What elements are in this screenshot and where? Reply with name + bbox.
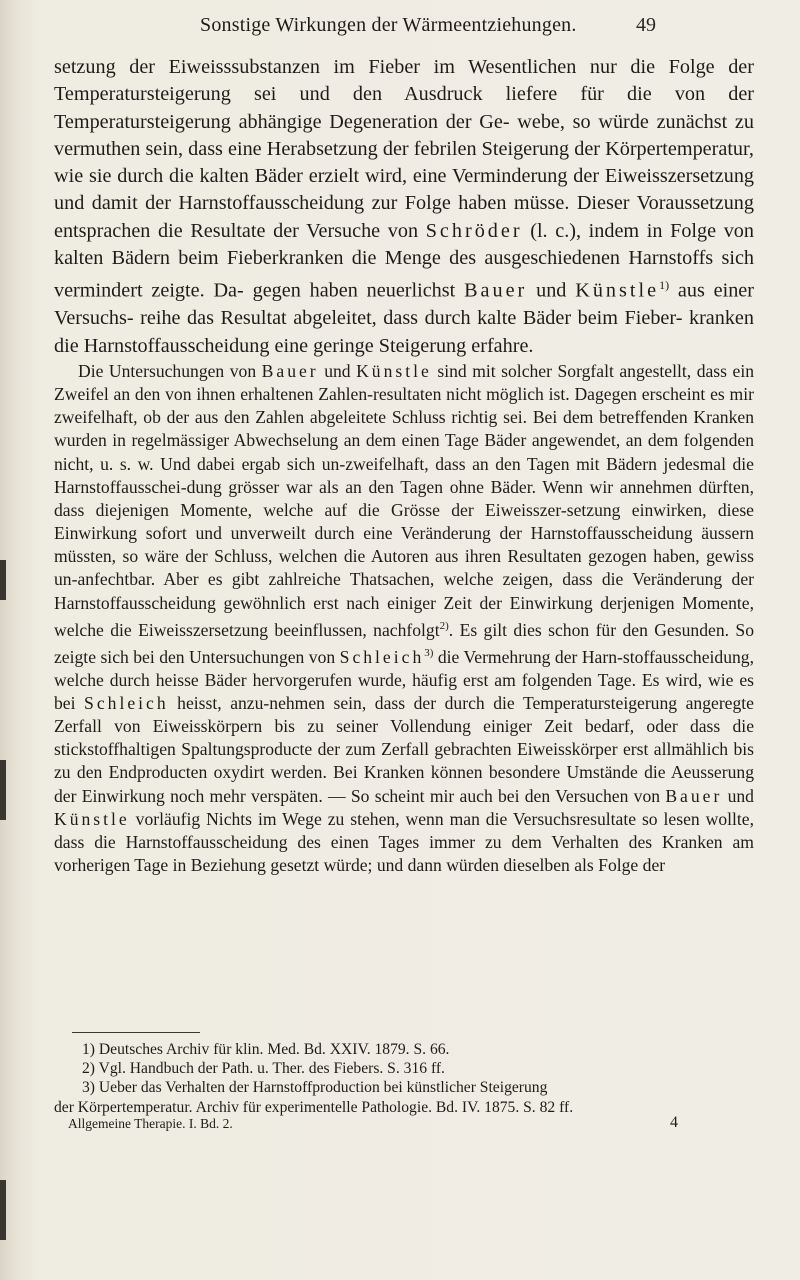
author-name: Künstle <box>575 280 660 303</box>
footnote-ref[interactable]: 3) <box>424 646 434 659</box>
binding-shadow <box>0 760 6 820</box>
page-body <box>54 54 754 877</box>
footnote-divider <box>72 1032 200 1033</box>
text-line: kranken die Harnstoffausscheidung eine geringe Steigerung erfahre. <box>54 307 754 357</box>
text-line: Bäder erzielt wird, eine Verminderung der Eiweisszersetzung und <box>54 165 755 215</box>
text-line: die von der Temperatursteigerung abhängige Degeneration der Ge- <box>54 83 754 133</box>
running-head: Sonstige Wirkungen der Wärmeentziehungen. <box>200 14 577 36</box>
text-run: vorläufig Nichts im Wege zu stehen, wenn man die Versuchsresultate so lesen wollte, dass die Harnstoffausscheidung des einen Tages immer zu dem Verhalten des Kranken am vorherigen Tage in Beziehung gesetzt würde; und dann würden dieselben als Folge der <box>54 808 754 875</box>
author-name: Bauer <box>261 361 319 381</box>
text-line: und <box>527 280 576 303</box>
text-line: Voraussetzung entsprachen die Resultate der Versuche von <box>54 192 754 242</box>
text-line: Menge des ausgeschiedenen Harnstoffs sich vermindert zeigte. Da- <box>54 247 754 303</box>
author-name: Schleich <box>339 646 425 667</box>
author-name: Schleich <box>84 692 169 713</box>
text-run: und <box>722 785 754 806</box>
text-line: aus einer Versuchs- <box>54 280 754 330</box>
text-run: die Vermehrung der Harn-stoffausscheidung, welche durch heisse Bäder hervorgerufen wurde, häufig erst am folgenden Tage. Es wird, wie es bei <box>54 646 754 713</box>
author-name: Künstle <box>356 361 432 381</box>
binding-shadow <box>0 1180 6 1240</box>
signature-text: Allgemeine Therapie. I. Bd. 2. <box>68 1116 233 1131</box>
author-name: Künstle <box>54 808 130 829</box>
page-number: 49 <box>636 14 656 36</box>
author-name: Bauer <box>665 785 723 806</box>
text-line: (l. c.), indem in Folge von kalten Bädern beim Fieberkranken die <box>54 219 754 270</box>
text-line: gegen haben neuerlichst <box>252 280 465 303</box>
text-line: reihe das Resultat abgeleitet, dass durch kalte Bäder beim Fieber- <box>140 307 683 330</box>
paragraph-commentary <box>54 360 754 877</box>
binding-shadow <box>0 560 6 600</box>
text-line: Folge der Temperatursteigerung sei und den Ausdruck liefere für <box>54 56 754 106</box>
author-name: Schröder <box>425 219 523 242</box>
text-line: setzung der Eiweisssubstanzen im Fieber im Wesentlichen nur die <box>54 56 656 78</box>
text-run: und <box>318 361 357 381</box>
text-run: Die Untersuchungen von <box>78 361 262 381</box>
footnotes <box>54 1040 754 1117</box>
footnote-ref[interactable]: 2) <box>439 619 449 632</box>
text-run: heisst, anzu-nehmen sein, dass der durch die Temperatursteigerung angeregte Zerfall von Eiweisskörpern bis zu seiner Vollendung einiger Zeit bedarf, oder dass die stickstoffhaltigen Spaltungsproducte der zum Zerfall gebrachten Eiweisskörper erst allmählich bis zu den Endproducten oxydirt werden. Bei Kranken können besondere Umstände die Aeusserung der Einwirkung noch mehr verspäten. — So scheint mir auch bei den Versuchen von <box>54 692 754 806</box>
signature-mark: 4 <box>670 1114 678 1131</box>
text-run: sind mit solcher Sorgfalt angestellt, dass ein Zweifel an den von ihnen erhaltenen Zahlen-resultaten nicht möglich ist. Dagegen erscheint es mir zweifelhaft, ob der aus den Zahlen abgeleitete Schluss richtig sei. Bei dem betreffenden Kranken wurden in regelmässiger Abwechselung an dem einen Tage Bäder angewendet, an dem folgenden nicht, u. s. w. Und dabei ergab sich un-zweifelhaft, dass an den Tagen mit Bädern jedesmal die Harnstoffausschei-dung grösser war als an den Tagen ohne Bäder. Wenn wir annehmen dürften, dass diejenigen Momente, welche auf die Grösse der Eiweisszer-setzung einwirken, diese Einwirkung sofort und unverweilt durch eine Veränderung der Harnstoffausscheidung äussern müssten, so wäre der Schluss, welchen die Autoren aus ihren Resultaten gezogen haben, gewiss un-anfechtbar. Aber es gibt zahlreiche Thatsachen, welche zeigen, dass die Veränderung der Harnstoffausscheidung gewöhnlich erst nach einiger Zeit der Einwirkung derjenigen Momente, welche die Eiweisszersetzung beeinflussen, nachfolgt <box>54 361 755 640</box>
text-line: webe, so würde zunächst zu vermuthen sein, dass eine Herabsetzung <box>54 110 754 160</box>
footnote-1: 1) Deutsches Archiv für klin. Med. Bd. XXIV. 1879. S. 66. <box>82 1041 450 1058</box>
printer-signature <box>54 1116 754 1136</box>
page-header <box>0 14 800 44</box>
footnote-3: 3) Ueber das Verhalten der Harnstoffproduction bei künstlicher Steigerung <box>82 1079 548 1097</box>
footnote-ref[interactable]: 1) <box>659 278 670 293</box>
text-run: . Es gilt dies schon für den Gesunden. So zeigte sich bei den Untersuchungen von <box>54 619 754 667</box>
footnote-3-continued: der Körpertemperatur. Archiv für experimentelle Pathologie. Bd. IV. 1875. S. 82 ff. <box>54 1098 574 1116</box>
author-name: Bauer <box>464 280 528 303</box>
text-line: der febrilen Steigerung der Körpertemperatur, wie sie durch die kalten <box>54 137 754 188</box>
text-line: damit der Harnstoffausscheidung zur Folge haben müsse. Dieser <box>91 192 630 215</box>
paragraph-main <box>54 54 754 360</box>
footnote-2: 2) Vgl. Handbuch der Path. u. Ther. des Fiebers. S. 316 ff. <box>82 1060 445 1078</box>
